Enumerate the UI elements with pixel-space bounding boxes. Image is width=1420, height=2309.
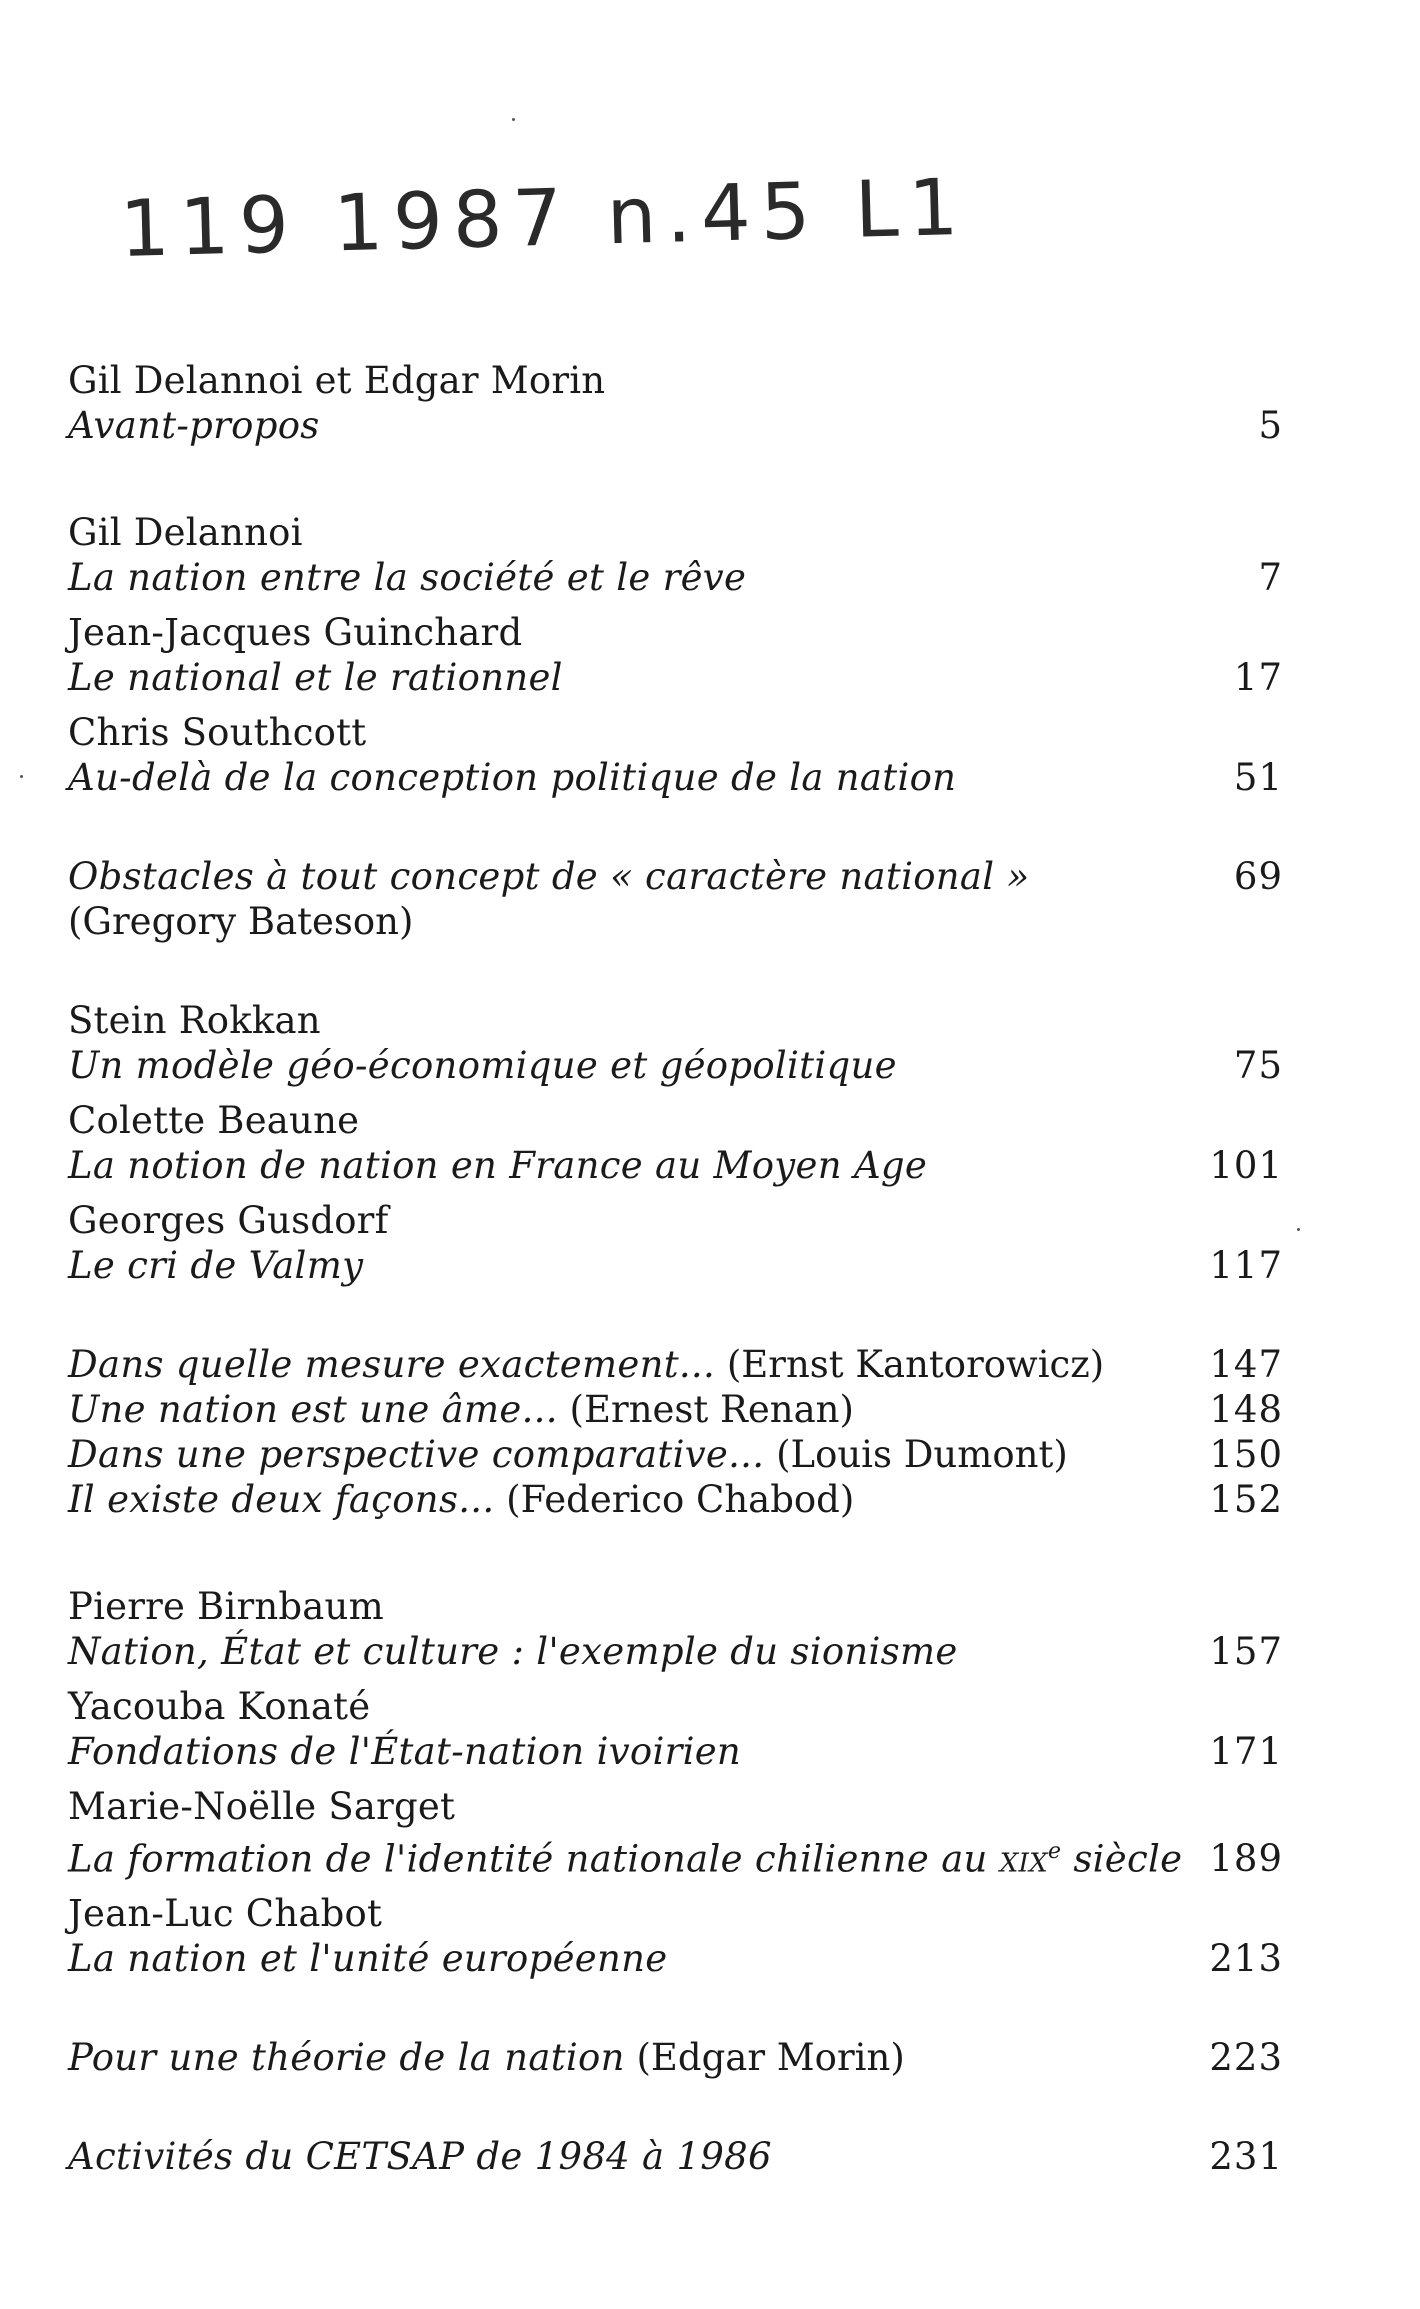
entry-page-number: 213	[1209, 1937, 1283, 1981]
toc-entry[interactable]	[68, 358, 1283, 448]
entry-title: La nation entre la société et le rêve	[68, 556, 747, 599]
toc-entry[interactable]	[68, 1098, 1283, 1188]
entry-author: Stein Rokkan	[68, 999, 321, 1042]
entry-page-number: 152	[1209, 1478, 1283, 1521]
entry-title: Fondations de l'État-nation ivoirien	[68, 1730, 742, 1773]
entry-page-number: 101	[1209, 1144, 1283, 1187]
entry-author: (Federico Chabod)	[494, 1478, 855, 1521]
toc-entry[interactable]	[68, 2035, 1283, 2080]
toc-section-5	[68, 1584, 1283, 1981]
toc-section-6	[68, 2035, 1283, 2080]
entry-page-number: 5	[1258, 404, 1283, 447]
entry-page-number: 75	[1233, 1044, 1283, 1087]
entry-author: Pierre Birnbaum	[68, 1585, 384, 1628]
entry-page-number: 223	[1209, 2036, 1283, 2080]
toc-entry[interactable]	[68, 998, 1283, 1088]
entry-page-number: 150	[1209, 1433, 1283, 1476]
table-of-contents	[68, 358, 1283, 2179]
entry-title: Une nation est une âme...	[68, 1388, 558, 1431]
entry-title: Obstacles à tout concept de « caractère national »	[68, 855, 1030, 898]
entry-title: Au-delà de la conception politique de la nation	[68, 756, 957, 799]
entry-author: Gil Delannoi et Edgar Morin	[68, 359, 606, 402]
toc-section-7	[68, 2134, 1283, 2179]
toc-entry[interactable]	[68, 510, 1283, 600]
toc-entry[interactable]	[68, 1584, 1283, 1674]
entry-author: (Edgar Morin)	[624, 2036, 905, 2080]
entry-author: (Ernest Renan)	[557, 1388, 854, 1431]
entry-title: Dans une perspective comparative...	[68, 1433, 765, 1476]
entry-page-number: 117	[1209, 1244, 1283, 1287]
toc-entry[interactable]	[68, 1684, 1283, 1774]
entry-author: (Gregory Bateson)	[68, 900, 414, 943]
toc-section-4	[68, 1342, 1283, 1522]
scan-speck	[20, 775, 23, 778]
scan-speck	[1297, 1228, 1300, 1231]
entry-author: Gil Delannoi	[68, 511, 303, 554]
toc-entry[interactable]	[68, 1198, 1283, 1288]
entry-title: La nation et l'unité européenne	[68, 1937, 668, 1981]
entry-page-number: 157	[1209, 1630, 1283, 1673]
entry-title: Un modèle géo-économique et géopolitique	[68, 1044, 897, 1087]
entry-title: Le cri de Valmy	[68, 1244, 364, 1287]
entry-page-number: 189	[1209, 1837, 1283, 1881]
entry-page-number: 148	[1209, 1388, 1283, 1431]
entry-title: Le national et le rationnel	[68, 656, 563, 699]
entry-title: Avant-propos	[68, 404, 320, 447]
entry-author: (Louis Dumont)	[764, 1433, 1068, 1476]
entry-page-number: 17	[1233, 656, 1283, 699]
handwritten-shelfmark: 119 1987 n.45 L1	[118, 162, 970, 275]
toc-section-2	[68, 854, 1283, 944]
entry-page-number: 231	[1209, 2135, 1283, 2179]
entry-title: La formation de l'identité nationale chilienne au xix$^e$ siècle	[68, 1837, 1183, 1881]
entry-page-number: 7	[1258, 556, 1283, 599]
toc-section-3	[68, 998, 1283, 1288]
entry-title: Activités du CETSAP de 1984 à 1986	[68, 2135, 772, 2179]
entry-author: Marie-Noëlle Sarget	[68, 1785, 456, 1828]
entry-author: Chris Southcott	[68, 711, 367, 754]
entry-author: Jean-Luc Chabot	[68, 1892, 383, 1936]
entry-title: Dans quelle mesure exactement...	[68, 1343, 716, 1386]
toc-section-intro	[68, 358, 1283, 448]
toc-entry[interactable]	[68, 1342, 1283, 1387]
entry-page-number: 147	[1209, 1343, 1283, 1386]
entry-author: Colette Beaune	[68, 1099, 360, 1142]
entry-page-number: 51	[1233, 756, 1283, 799]
toc-entry[interactable]	[68, 610, 1283, 700]
entry-title: Pour une théorie de la nation	[68, 2036, 625, 2080]
toc-entry[interactable]	[68, 710, 1283, 800]
entry-title: Nation, État et culture : l'exemple du sionisme	[68, 1630, 958, 1673]
entry-page-number: 69	[1233, 855, 1283, 898]
toc-entry[interactable]	[68, 1432, 1283, 1477]
entry-author: Georges Gusdorf	[68, 1199, 389, 1242]
entry-author: (Ernst Kantorowicz)	[715, 1343, 1105, 1386]
toc-entry[interactable]	[68, 854, 1283, 944]
toc-section-1	[68, 510, 1283, 800]
entry-title: Il existe deux façons...	[68, 1478, 495, 1521]
entry-author: Yacouba Konaté	[68, 1685, 371, 1728]
scan-speck	[512, 118, 515, 121]
toc-entry[interactable]	[68, 1891, 1283, 1981]
toc-entry[interactable]	[68, 1387, 1283, 1432]
entry-page-number: 171	[1209, 1730, 1283, 1773]
entry-title: La notion de nation en France au Moyen Age	[68, 1144, 928, 1187]
entry-author: Jean-Jacques Guinchard	[68, 611, 523, 654]
toc-entry[interactable]	[68, 2134, 1283, 2179]
toc-entry[interactable]	[68, 1784, 1283, 1881]
toc-entry[interactable]	[68, 1477, 1283, 1522]
